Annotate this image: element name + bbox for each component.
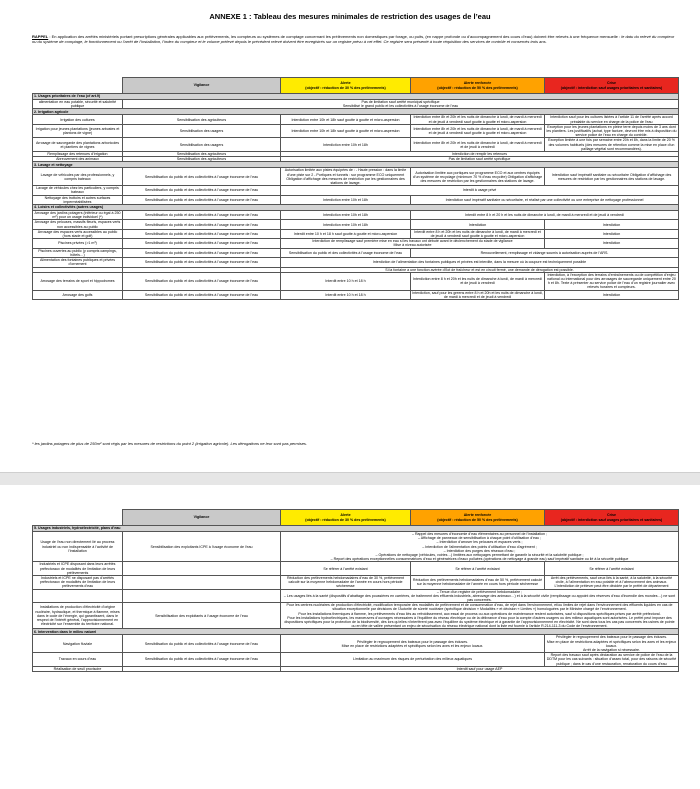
alerte-renforcee-cell: Interdiction de remplissage sauf première mise en eau si les travaux ont débuté avant le déclenchement du stade de vigilance Mise à niveau autorisée	[281, 239, 545, 248]
alerte-renforcee-cell: Limitation au maximum des risques de perturbation des milieux aquatiques	[281, 653, 545, 667]
merged-measure-cell: Interdit sauf pour usage AEP	[281, 666, 679, 671]
alerte-cell: Autorisation limitée aux pistes équipées de : - Haute pression : dans la limite d’une piste sur 2 - Portiques et tunnels : sur programme ECO uniquement Obligation d’affichage des mesures de restriction par les gestionnaires des stations de lavage.	[281, 168, 411, 186]
vigilance-cell: Sensibilisation des agriculteurs	[123, 115, 281, 124]
table-row	[33, 666, 679, 671]
renforcee-cell: Réduction des prélèvements hebdomadaires d’eau de 50 %, prélèvement calculé sur la moyenne hebdomadaire de l’année en cours hors période sécheresse	[411, 576, 545, 590]
alerte-cell: Se référer à l’arrêté existant	[281, 562, 411, 576]
header-crise: Crise (objectif : interdiction sauf usages prioritaires et sanitaires)	[545, 78, 679, 94]
alerte-cell: Interdiction entre 10h et 18h	[281, 138, 411, 152]
usage-label: Installations de production d’électricité d’origine nucléaire, hydraulique, et thermique à flamme, mises dans le code de l’énergie, qui garantissent, dans le respect de l’intérêt général, l’approvisionnement en électricité sur l’ensemble du territoire national.	[33, 603, 123, 629]
table-row	[33, 239, 679, 248]
usage-label: Arrosage des jardins potagers (inférieur ou égal à 250 m²) pour un usage individuel (*)	[33, 211, 123, 220]
usage-label: Piscines ouvertes au public (y compris campings, hôtels…)	[33, 248, 123, 257]
intro-text: : En application des arrêtés ministériels portant prescriptions générales applicables aux prélèvements, les compteurs ou systèmes de comptage concernant les prélèvements non domestiques par forage, ou puits, (en nappe profonde ou d’accompagnement des cours d’eau) doivent être relevés à une fréquence mensuelle :	[48, 34, 622, 39]
crise-cell: Interdiction	[545, 220, 679, 229]
intro-heading: RAPPEL	[32, 34, 49, 39]
restriction-table-2	[32, 509, 679, 672]
usage-label: Usage de l’eau non directement lié au process industriel ou non indispensable à l’activité de l’installation	[33, 532, 123, 562]
footnote: * les jardins potagers de plus de 250m² sont régis par les mesures de restrictions du point 2 (irrigation agricole). Les dérogations ne leur sont pas permises.	[32, 441, 308, 446]
table-row	[33, 589, 679, 603]
usage-label: Arrosage des terrains de sport et hippodromes	[33, 272, 123, 290]
vigilance-cell: Sensibilisation des usagers	[123, 138, 281, 152]
vigilance-cell: Sensibilisation du public et des collectivités à l’usage économe de l’eau	[123, 653, 281, 667]
document-title: ANNEXE 1 : Tableau des mesures minimales de restriction des usages de l’eau	[209, 12, 491, 21]
vigilance-cell: Sensibilisation du public et des collectivités à l’usage économe de l’eau	[123, 239, 281, 248]
table-row	[33, 635, 679, 653]
renforcee-crise-cell: Interdiction sauf impératif sanitaire ou sécuritaire, et réalisé par une collectivité ou une entreprise de nettoyage professionnel	[411, 195, 679, 204]
table-1-body	[33, 94, 679, 300]
renforcee-cell: Se référer à l’arrêté existant	[411, 562, 545, 576]
table-row	[33, 168, 679, 186]
section-heading: 1. Usages prioritaires de l’eau (cf art.9)	[33, 94, 679, 100]
renforcee-crise-cell: Interdit entre 8 h et 20 h et les nuits de dimanche à lundi, de mardi à mercredi et de jeudi à vendredi	[411, 211, 679, 220]
header-alerte: Alerte (objectif : réduction de 30 % des prélèvements)	[281, 78, 411, 94]
alerte-cell: Réduction des prélèvements hebdomadaires d’eau de 30 %, prélèvement calculé sur la moyenne hebdomadaire de l’année en cours hors période sécheresse	[281, 576, 411, 590]
table-2-body	[33, 526, 679, 672]
usage-label: Réalisation de seuil provisoire	[33, 666, 123, 671]
table-row	[33, 211, 679, 220]
table-row	[33, 272, 679, 290]
vigilance-cell: Sensibilisation du public et des collectivités à l’usage économe de l’eau	[123, 635, 281, 653]
usage-label: Irrigation pour jeunes plantations (jeunes arbustes et plantons de vigne)	[33, 124, 123, 138]
vigilance-cell: Sensibilisation du public et des collectivités à l’usage économe de l’eau	[123, 272, 281, 290]
renforcee-crise-cell: Renouvellement, remplissage et vidange soumis à autorisation auprès de l’ARS.	[411, 248, 679, 257]
renforcee-cell: Interdiction entre 8h et 20h et les nuits de dimanche à lundi, de mardi à mercredi et de jeudi à vendredi	[411, 138, 545, 152]
table-row	[33, 248, 679, 257]
merged-measure-cell: Si la fontaine a une fonction avérée d’îlot de fraîcheur et est en circuit fermé, une demande de dérogation est possible.	[281, 267, 679, 272]
vigilance-cell: Sensibilisation du public et des collectivités à l’usage économe de l’eau	[123, 168, 281, 186]
section-heading: 2. Irrigation agricole	[33, 109, 679, 115]
header-alerte-renforcee: Alerte renforcée (objectif : réduction de 50 % des prélèvements)	[411, 78, 545, 94]
renforcee-cell: Interdit entre 8 h et 20h et les nuits de dimanche à lundi, de mardi à mercredi et de jeudi à vendredi sauf goutte à goutte et micro-aspersion	[411, 229, 545, 238]
alerte-cell: Sensibilisation du public et des collectivités à l’usage économe de l’eau	[281, 248, 411, 257]
table-row	[33, 220, 679, 229]
vigilance-cell: Sensibilisation du public et des collectivités à l’usage économe de l’eau	[123, 258, 281, 267]
merged-measure-cell: Pas de limitation sauf arrêté spécifique	[281, 157, 679, 162]
usage-label: Piscines privées (>1 m³)	[33, 239, 123, 248]
crise-cell: Interdiction, à l’exception des terrains d’entraînements ou de compétition d’enjeu national ou international pour des arrosages de sauvegarde uniquement entre 20 h et 8h. Texte à présenter au service police de l’eau d’un registre journalier avec relevés horaires et compteurs.	[545, 272, 679, 290]
crise-cell: Report des travaux sauf après déclaration au service de police de l’eau de la DDTM pour les cas suivants : situation d’assec total, pour des raisons de sécurité publique ; dans le cas d’une restauration, renaturation du cours d’eau	[545, 653, 679, 667]
alerte-cell: Interdiction entre 10h et 18h	[281, 195, 411, 204]
vigilance-cell	[123, 589, 281, 603]
intro-paragraph	[32, 34, 678, 44]
crise-cell: Privilégier le regroupement des bateaux pour le passage des écluses. Mise en place de restrictions adaptées et spécifiques selon les axes et les enjeux locaux. Arrêt de la navigation si nécessaire.	[545, 635, 679, 653]
renforcee-cell: Interdiction	[411, 220, 545, 229]
crise-cell: Arrêt des prélèvements, sauf ceux liés à la santé, à la salubrité, à la sécurité civile, à l’alimentation en eau potable et à l’abreuvement des animaux. L’interdiction de prélever peut être décidée par le préfet de département	[545, 576, 679, 590]
crise-cell: Exception pour les jeunes plantations en pleine terre depuis moins de 3 ans dont les plantiers. Les justificatifs (achat, type facture, devront être mis à disposition du service police de l’eau en charge du contrôle.	[546, 124, 677, 138]
merged-measure-cell: Interdiction de l’alimentation des fontaines publiques et privées est interdite, dans la mesure où la coupure est techniquement possible	[281, 258, 679, 267]
document-page-2	[0, 485, 700, 789]
renforcee-cell: Interdiction entre 8h et 20h et les nuits de dimanche à lundi, de mardi à mercredi et de jeudi à vendredi sauf goutte à goutte et micro-aspersion	[411, 115, 545, 124]
renforcee-cell: Autorisation limitée aux portiques sur programme ECO et aux centres équipés d’un système de recyclage (minimum 70 % d’eau recyclée) Obligation d’affichage des mesures de restriction par les gestionnaires des stations de lavage.	[411, 168, 545, 186]
alerte-cell: Interdiction entre 10h et 18h sauf goutte à goutte et micro-aspersion	[281, 124, 411, 138]
vigilance-cell: Sensibilisation des exploitants ICPE à l’usage économe de l’eau	[123, 532, 281, 562]
usage-label: Navigation fluviale	[33, 635, 123, 653]
merged-measure-cell: – Rappel des mesures d’économie d’eau élémentaires au personnel de l’installation ; – Affichage de panneaux de sensibilisation à chaque point d’utilisation d’eau ; – Interdiction d’arroser les pelouses et espaces verts ; – Interdiction de l’alimentation des points d’utilisation d’eau d’agrément ; – Interdiction des purges des réseaux d’eau ; – Opérations de nettoyage (véhicules, voiries…) limitées aux nettoyages permettant de garantir la sécurité et la salubrité publique ; – Report des opérations exceptionnelles consommatrices d’eau et génératrices d’eaux polluées (opérations de nettoyage à grande eau) sauf impératif sanitaire ou lié à la sécurité publique	[281, 532, 679, 562]
table-row	[33, 653, 679, 667]
header-vigilance: Vigilance	[123, 510, 281, 526]
vigilance-cell: Sensibilisation du public et des collectivités à l’usage économe de l’eau	[123, 229, 281, 238]
alerte-cell: Interdit entre 10 h et 18 h	[281, 272, 411, 290]
section-heading: 5. Usages industriels, hydroélectricité, plans d’eau	[33, 526, 679, 532]
section-heading: 3. Lavage et nettoyage	[33, 162, 679, 168]
table-row	[33, 124, 679, 138]
table-row	[33, 603, 679, 629]
alerte-cell: Interdit entre 10 h et 18 h	[281, 290, 411, 299]
alerte-cell: Interdit entre 10 h et 18 h sauf goutte à goutte et micro-aspersion	[281, 229, 411, 238]
section-heading: 6. Intervention dans le milieu naturel	[33, 629, 679, 635]
merged-measure-cell: Interdiction de remplir les retenues	[281, 152, 679, 157]
usage-label: Lavage de véhicules par des professionnels, y compris bateaux	[33, 168, 123, 186]
table-row	[33, 100, 679, 109]
usage-label: Arrosage des espaces verts accessibles au public (hors stade et golf)	[33, 229, 123, 238]
usage-label: Alimentation des fontaines publiques et privées d’ornement	[33, 258, 123, 267]
usage-label: Arrosage des pelouses, massifs fleuris, espaces verts non accessibles au public	[33, 220, 123, 229]
section-heading: 4. Loisirs et collectivités (autres usages)	[33, 205, 679, 211]
table-row	[33, 576, 679, 590]
crise-cell: Interdiction sauf impératif sanitaire ou sécuritaire Obligation d’affichage des mesures de restriction par les gestionnaires des stations de lavage.	[545, 168, 679, 186]
header-alerte: Alerte (objectif : réduction de 30 % des prélèvements)	[281, 510, 411, 526]
header-blank	[33, 78, 123, 94]
restriction-table-1	[32, 77, 679, 300]
usage-label: Abreuvement des animaux	[33, 157, 123, 162]
vigilance-cell: Sensibilisation des agriculteurs	[123, 152, 281, 157]
table-row	[33, 138, 679, 152]
merged-measure-cell: Interdit à usage privé	[281, 186, 679, 195]
alerte-renforcee-cell: Privilégier le regroupement des bateaux pour le passage des écluses. Mise en place de restrictions adaptées et spécifiques selon les axes et les enjeux locaux.	[281, 635, 545, 653]
table-row	[33, 532, 679, 562]
renforcee-cell: Interdiction entre 8 h et 20h et les nuits de dimanche à lundi, de mardi à mercredi et de jeudi à vendredi	[411, 272, 545, 290]
header-blank	[33, 510, 123, 526]
alerte-cell: Interdiction entre 10h et 18h sauf goutte à goutte et micro-aspersion	[281, 115, 411, 124]
page-separator	[0, 472, 700, 486]
usage-label: Industriels et ICPE disposant dans leurs arrêtés préfectoraux de modalités de limitation de leurs prélèvements	[33, 562, 123, 576]
table-row	[33, 115, 679, 124]
usage-label: Travaux en cours d’eau	[33, 653, 123, 667]
vigilance-cell	[123, 576, 281, 590]
usage-label	[33, 589, 123, 603]
crise-cell: Interdiction	[545, 239, 679, 248]
vigilance-cell: Sensibilisation du public et des collectivités à l’usage économe de l’eau	[123, 248, 281, 257]
merged-measure-cell: Pas de limitation sauf arrêté municipal spécifique Sensibilisé le grand public et les collectivités à l’usage économe de l’eau	[123, 100, 679, 109]
intro-italic: le datu du relevé du compteur ou du système de comptage, le fonctionnement ou l’arrêt de l’installation, l’index du compteur et le volume prélevé depuis le précédent relevé doivent être enregistrés sur un registre prévu à cet effet. Ce registre sera présenté à toute réquisition des services de contrôle et conservés trois ans.	[32, 34, 675, 44]
vigilance-cell: Sensibilisation du public et des collectivités à l’usage économe de l’eau	[123, 186, 281, 195]
vigilance-cell: Sensibilisation du public et des collectivités à l’usage économe de l’eau	[123, 211, 281, 220]
vigilance-cell: Sensibilisation du public et des collectivités à l’usage économe de l’eau	[123, 195, 281, 204]
merged-measure-cell: Pour les centres nucléaires de production d’électricité, modification temporaire des modalités de prélèvement et de consommation d’eau, de rejet dans l’environnement, et/ou limites de rejet dans l’environnement des effluents liquides en cas de situation exceptionnelle par décisions de l’Autorité de sûreté nucléaire (spécifique décision « Modalités » et décision « Limites ») homologuées par le Ministre chargé de l’environnement. Pour les installations thermiques à flamme, les prélèvements d’eau liés au refroidissement, aux essai de process ou aux opérations de maintenance restent autorisées, sauf si dispositions spécifiques prises par arrêté préfectoral. Pour les installations hydroélectriques, les manœuvres d’ouvrages nécessaires à l’équilibre du réseau électrique ou de la délivrance d’eau pour la compte d’autres usagers ou des milieux aquatiques sont autorisées. Le préfet peut imposer des dispositions spécifiques pour la protection de la biodiversité, dès lors qu’elles n’interfèrent pas avec l’équilibre du système électrique et à garantie de l’approvisionnement en électricité. Ne sont dans tous les cas pas concernés les usines de pointe ou en tête de vallée présentant un enjeu de sécurisation du réseau électrique national dont la liste est fournie à l’article R.214-111-3 du Code de l’environnement.	[281, 603, 679, 629]
usage-label: Arrosage de sauvegarde des plantations arboricoles et plantiers de vignes	[33, 138, 123, 152]
alerte-cell: Interdiction entre 10h et 18h	[281, 211, 411, 220]
crise-cell: Exception limitée à une fois par semaine entre 20h et 8h, dans la limite de 20 % des volumes habituels (des mesures de rétention comme la mise en place d’un paillage végétal sont recommandées).	[545, 138, 679, 152]
crise-cell: Interdiction	[545, 290, 679, 299]
usage-label: Arrosage des golfs	[33, 290, 123, 299]
header-vigilance: Vigilance	[123, 78, 281, 94]
table-row	[33, 562, 679, 576]
table-row	[33, 229, 679, 238]
usage-label: Lavage de véhicules chez les particuliers, y compris bateaux	[33, 186, 123, 195]
usage-label: Industriels et ICPE ne disposant pas d’arrêtés préfectoraux de modalités de limitation de leurs prélèvements d’eau	[33, 576, 123, 590]
crise-cell: Se référer à l’arrêté existant	[545, 562, 679, 576]
usage-label: Nettoyage des trottoirs et autres surfaces imperméabilisées	[33, 195, 123, 204]
table-row	[33, 195, 679, 204]
table-row	[33, 290, 679, 299]
crise-cell: Interdiction	[545, 229, 679, 238]
vigilance-cell	[123, 562, 281, 576]
vigilance-cell: Sensibilisation du public et des collectivités à l’usage économe de l’eau	[123, 220, 281, 229]
crise-cell: Interdiction sauf pour les cultures listées à l’article 11 de l’arrêté après accord préalable du service en charge de la police de l’eau	[545, 115, 679, 124]
renforcee-cell: Interdiction entre 8h et 20h et les nuits de dimanche à lundi, de mardi à mercredi et de jeudi à vendredi sauf goutte à goutte et micro-aspersion	[411, 124, 545, 138]
vigilance-cell: Sensibilisation du public et des collectivités à l’usage économe de l’eau	[123, 290, 281, 299]
vigilance-cell: Sensibilisation des usagers	[123, 124, 281, 138]
vigilance-cell: Sensibilisation des agriculteurs	[123, 157, 281, 162]
header-crise: Crise (objectif : interdiction sauf usages prioritaires et sanitaires)	[545, 510, 679, 526]
merged-measure-cell: – Tenue d’un registre de prélèvement hebdomadaire ; – Les usages liés à la santé (dispositifs d’abattage des poussières en carrières, de traitement des effluents industriels, abreuvage des animaux…) et à la sécurité civile (remplissage ou appoint des réserves d’eau d’incendie des mondes…) ne sont pas concernés.	[281, 589, 679, 603]
table-row	[33, 258, 679, 267]
usage-label: Irrigation des cultures	[33, 115, 123, 124]
usage-label: Remplissage des retenues d’irrigation	[33, 152, 123, 157]
usage-label: alimentation en eau potable, sécurité et salubrité publique	[33, 100, 123, 109]
header-alerte-renforcee: Alerte renforcée (objectif : réduction de 50 % des prélèvements)	[411, 510, 545, 526]
vigilance-cell: Sensibilisation des exploitants à l’usage économe de l’eau	[123, 603, 281, 629]
vigilance-cell	[123, 666, 281, 671]
table-row	[33, 186, 679, 195]
renforcee-cell: Interdiction, sauf pour les greens entre 8 h et 20h et les nuits de dimanche à lundi, de mardi à mercredi et de jeudi à vendredi	[412, 290, 543, 299]
alerte-cell: Interdiction entre 10h et 18h	[281, 220, 411, 229]
